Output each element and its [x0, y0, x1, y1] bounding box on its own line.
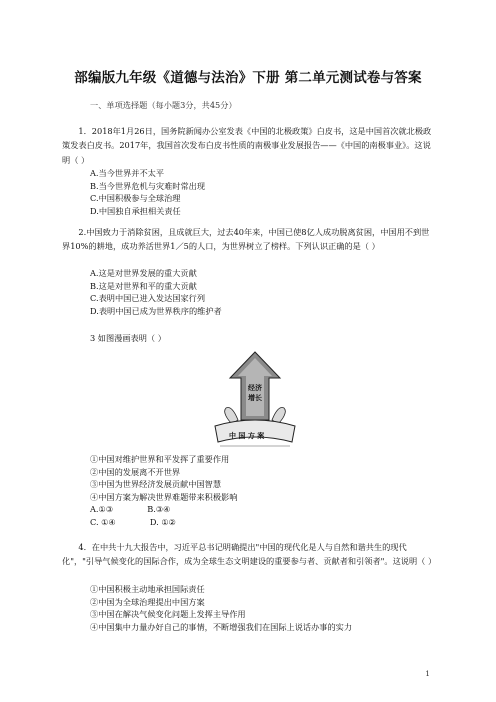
- q1-option-b: B.当今世界危机与灾难时常出现: [90, 180, 206, 191]
- q4-statement-2: ②中国为全球治理提出中国方案: [90, 596, 205, 607]
- comic-banner-text: 中 国 方 案: [229, 431, 265, 440]
- question-4-statements: [90, 583, 352, 633]
- q3-statement-1: ①中国对维护世界和平发挥了重要作用: [90, 454, 230, 464]
- q3-statement-3: ③中国为世界经济发展贡献中国智慧: [90, 479, 222, 490]
- comic-arrow-text-2: 增长: [248, 393, 262, 402]
- comic-arrow-text-1: 经济: [248, 383, 262, 392]
- q3-statement-2: ②中国的发展离不开世界: [90, 466, 181, 477]
- q3-choice-d: D. ①②: [149, 516, 177, 527]
- q2-option-a: A.这是对世界发展的重大贡献: [90, 268, 197, 278]
- q3-choice-b: B.③④: [147, 504, 171, 515]
- q3-choice-row-2: [90, 516, 237, 529]
- document-title: 部编版九年级《道德与法治》下册 第二单元测试卷与答案: [74, 70, 422, 86]
- section-heading: 一、单项选择题（每小题3分，共45分）: [90, 100, 237, 110]
- q1-option-d: D.中国独自承担相关责任: [90, 205, 181, 216]
- q3-choice-c: C. ①④: [90, 516, 116, 527]
- question-3-statements: [90, 453, 237, 529]
- page-number: 1: [425, 669, 430, 678]
- q1-option-c: C.中国积极参与全球治理: [90, 193, 181, 204]
- q1-option-a: A.当今世界并不太平: [90, 168, 165, 178]
- question-1-options: [90, 167, 205, 217]
- question-4-stem: 4．在中共十九大报告中，习近平总书记明确提出"中国的现代化是人与自然和谐共生的现代化"，"引导气候变化的国际合作，成为全球生态文明建设的重要参与者、贡献者和引领者"。这说明（ ）: [62, 542, 437, 567]
- comic-illustration: [212, 350, 298, 448]
- question-1-stem: 1．2018年1月26日，国务院新闻办公室发表《中国的北极政策》白皮书，这是中国首次就北极政策发表白皮书。2017年，我国首次发布白皮书性质的南极事业发展报告——《中国的南极事业》。这说明（ ）: [62, 126, 432, 165]
- question-2-options: [90, 267, 222, 317]
- q3-choice-a: A.①③: [90, 504, 114, 515]
- q4-statement-4: ④中国集中力量办好自己的事情，不断增强我们在国际上说话办事的实力: [90, 621, 353, 632]
- q4-statement-3: ③中国在解决气候变化问题上发挥主导作用: [90, 609, 246, 620]
- q2-option-d: D.表明中国已成为世界秩序的维护者: [90, 305, 222, 316]
- q2-option-b: B.这是对世界和平的重大贡献: [90, 280, 197, 291]
- question-2-stem: 2.中国致力于消除贫困，且成就巨大，过去40年来，中国已使8亿人成功脱离贫困，中国用不到世界10%的耕地，成功养活世界1／5的人口，为世界树立了榜样。下列认识正确的是（ ）: [62, 227, 430, 252]
- question-3-stem: 3 如图漫画表明（ ）: [90, 333, 166, 343]
- q4-statement-1: ①中国积极主动地承担国际责任: [90, 584, 205, 594]
- q2-option-c: C.表明中国已进入发达国家行列: [90, 293, 206, 304]
- q3-statement-4: ④中国方案为解决世界难题带来积极影响: [90, 491, 238, 502]
- q3-choice-row-1: [90, 503, 237, 516]
